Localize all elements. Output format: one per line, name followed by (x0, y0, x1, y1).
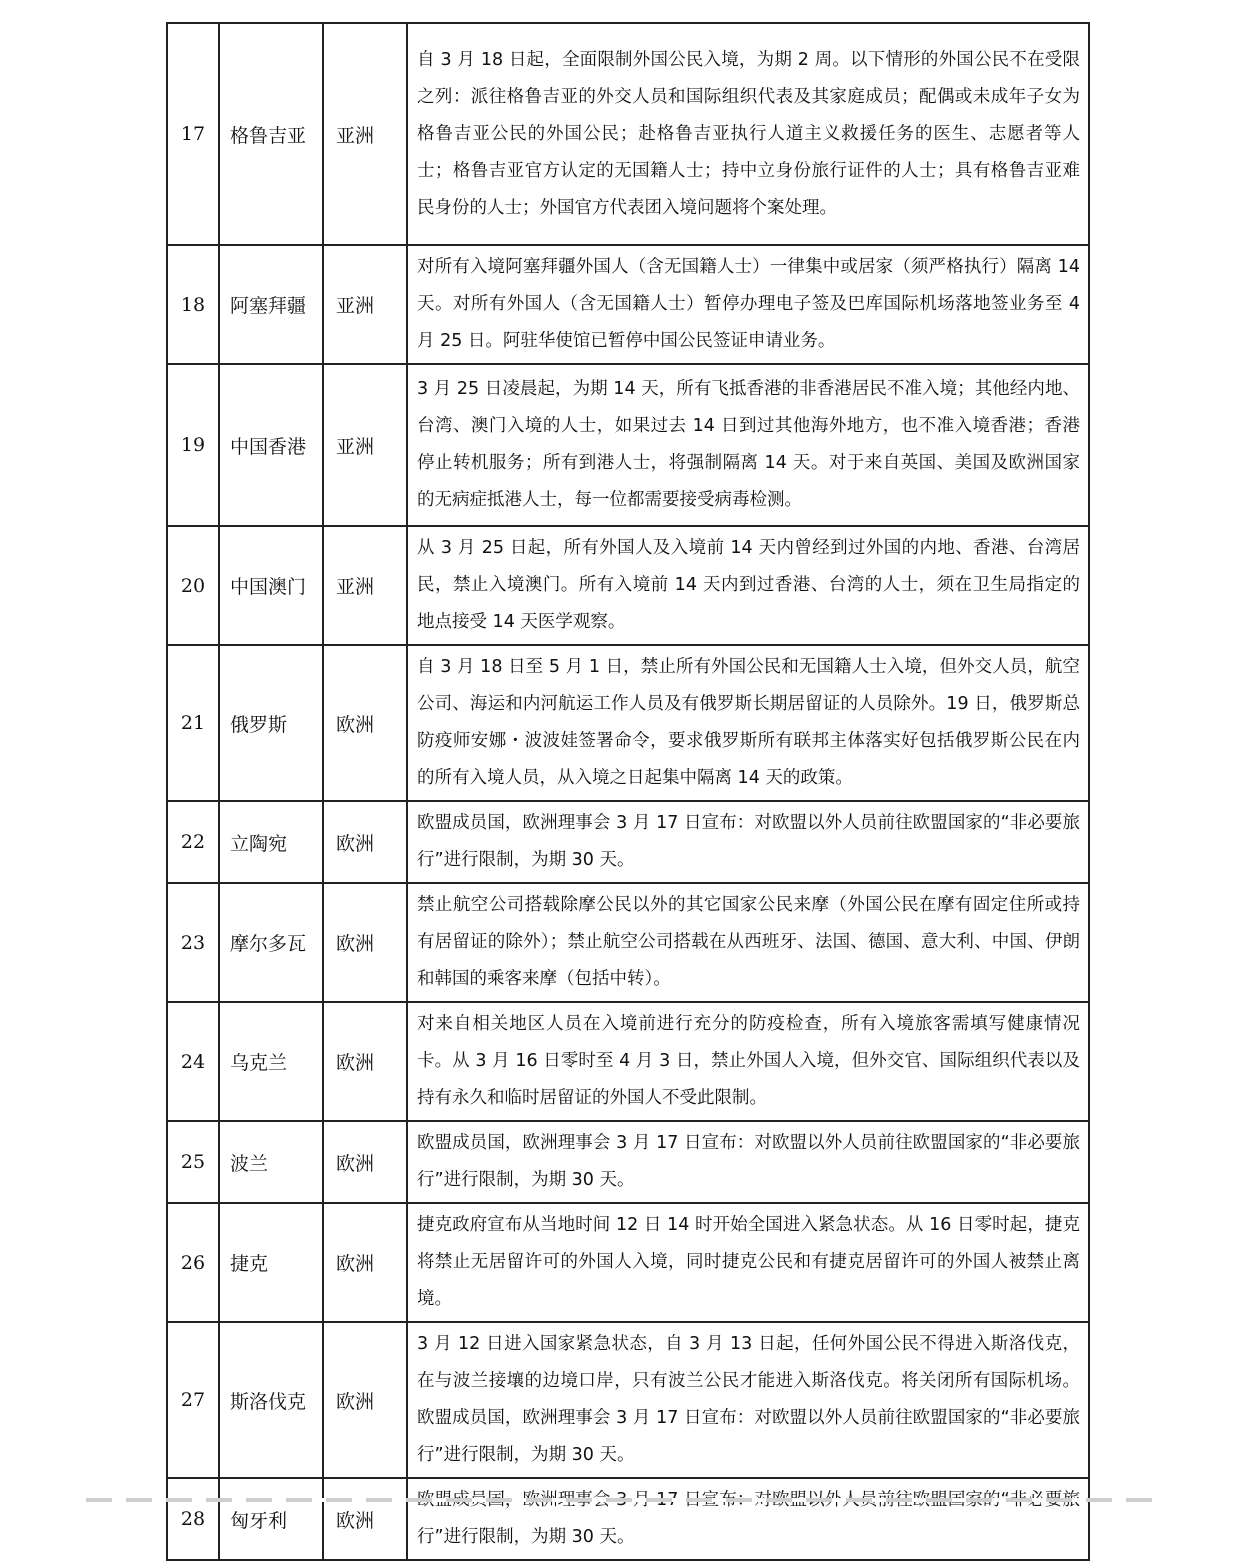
country-name: 波兰 (219, 1121, 323, 1203)
row-number: 27 (167, 1322, 219, 1478)
country-name: 摩尔多瓦 (219, 883, 323, 1002)
region-name: 亚洲 (323, 526, 407, 645)
region-name: 欧洲 (323, 1121, 407, 1203)
row-number: 18 (167, 245, 219, 364)
row-number: 21 (167, 645, 219, 801)
row-number: 26 (167, 1203, 219, 1322)
row-number: 24 (167, 1002, 219, 1121)
region-name: 亚洲 (323, 245, 407, 364)
region-name: 亚洲 (323, 364, 407, 526)
policy-description: 捷克政府宣布从当地时间 12 日 14 时开始全国进入紧急状态。从 16 日零时起，捷克将禁止无居留许可的外国人入境，同时捷克公民和有捷克居留许可的外国人被禁止离境。 (407, 1203, 1089, 1322)
table-row (167, 645, 1089, 801)
country-name: 中国香港 (219, 364, 323, 526)
table-row (167, 1322, 1089, 1478)
country-name: 乌克兰 (219, 1002, 323, 1121)
region-name: 欧洲 (323, 801, 407, 883)
policy-description: 行”进行限制，为期 30 天。 (407, 1478, 1089, 1560)
policy-description: 欧盟成员国，欧洲理事会 3 月 17 日宣布：对欧盟以外人员前往欧盟国家的“非必要旅行”进行限制，为期 30 天。 (407, 801, 1089, 883)
table-row (167, 526, 1089, 645)
table-row (167, 1478, 1089, 1560)
country-name: 斯洛伐克 (219, 1322, 323, 1478)
table-row (167, 23, 1089, 245)
row-number: 28 (167, 1478, 219, 1560)
policy-description: 自 3 月 18 日起，全面限制外国公民入境，为期 2 周。以下情形的外国公民不在受限之列：派往格鲁吉亚的外交人员和国际组织代表及其家庭成员；配偶或未成年子女为格鲁吉亚公民的外国公民；赴格鲁吉亚执行人道主义救援任务的医生、志愿者等人士；格鲁吉亚官方认定的无国籍人士；持中立身份旅行证件的人士；具有格鲁吉亚难民身份的人士；外国官方代表团入境问题将个案处理。 (407, 23, 1089, 245)
table-row (167, 883, 1089, 1002)
table-row (167, 801, 1089, 883)
policy-description: 3 月 25 日凌晨起，为期 14 天，所有飞抵香港的非香港居民不准入境；其他经内地、台湾、澳门入境的人士，如果过去 14 日到过其他海外地方，也不准入境香港；香港停止转机服务；所有到港人士，将强制隔离 14 天。对于来自英国、美国及欧洲国家的无病症抵港人士，每一位都需要接受病毒检测。 (407, 364, 1089, 526)
country-name: 捷克 (219, 1203, 323, 1322)
country-name: 阿塞拜疆 (219, 245, 323, 364)
row-number: 17 (167, 23, 219, 245)
table-row (167, 1121, 1089, 1203)
entry-restrictions-table (166, 22, 1090, 1561)
region-name: 欧洲 (323, 1322, 407, 1478)
country-name: 立陶宛 (219, 801, 323, 883)
policy-description: 3 月 12 日进入国家紧急状态，自 3 月 13 日起，任何外国公民不得进入斯洛伐克，在与波兰接壤的边境口岸，只有波兰公民才能进入斯洛伐克。将关闭所有国际机场。欧盟成员国，欧洲理事会 3 月 17 日宣布：对欧盟以外人员前往欧盟国家的“非必要旅行”进行限制，为期 30 天。 (407, 1322, 1089, 1478)
country-name: 匈牙利 (219, 1478, 323, 1560)
table-row (167, 1203, 1089, 1322)
table-row (167, 1002, 1089, 1121)
region-name: 欧洲 (323, 883, 407, 1002)
row-number: 22 (167, 801, 219, 883)
policy-description: 从 3 月 25 日起，所有外国人及入境前 14 天内曾经到过外国的内地、香港、台湾居民，禁止入境澳门。所有入境前 14 天内到过香港、台湾的人士，须在卫生局指定的地点接受 14 天医学观察。 (407, 526, 1089, 645)
policy-description: 对所有入境阿塞拜疆外国人（含无国籍人士）一律集中或居家（须严格执行）隔离 14 天。对所有外国人（含无国籍人士）暂停办理电子签及巴库国际机场落地签业务至 4 月 25 日。阿驻华使馆已暂停中国公民签证申请业务。 (407, 245, 1089, 364)
row-number: 23 (167, 883, 219, 1002)
policy-description: 对来自相关地区人员在入境前进行充分的防疫检查，所有入境旅客需填写健康情况卡。从 3 月 16 日零时至 4 月 3 日，禁止外国人入境，但外交官、国际组织代表以及持有永久和临时居留证的外国人不受此限制。 (407, 1002, 1089, 1121)
policy-description: 禁止航空公司搭载除摩公民以外的其它国家公民来摩（外国公民在摩有固定住所或持有居留证的除外）；禁止航空公司搭载在从西班牙、法国、德国、意大利、中国、伊朗和韩国的乘客来摩（包括中转）。 (407, 883, 1089, 1002)
region-name: 欧洲 (323, 1002, 407, 1121)
country-name: 格鲁吉亚 (219, 23, 323, 245)
policy-description: 欧盟成员国，欧洲理事会 3 月 17 日宣布：对欧盟以外人员前往欧盟国家的“非必要旅行”进行限制，为期 30 天。 (407, 1121, 1089, 1203)
table-row (167, 364, 1089, 526)
region-name: 亚洲 (323, 23, 407, 245)
row-number: 20 (167, 526, 219, 645)
region-name: 欧洲 (323, 1478, 407, 1560)
policy-description: 自 3 月 18 日至 5 月 1 日，禁止所有外国公民和无国籍人士入境，但外交人员，航空公司、海运和内河航运工作人员及有俄罗斯长期居留证的人员除外。19 日，俄罗斯总防疫师安娜・波波娃签署命令，要求俄罗斯所有联邦主体落实好包括俄罗斯公民在内的所有入境人员，从入境之日起集中隔离 14 天的政策。 (407, 645, 1089, 801)
page-bottom-edge (86, 1498, 1166, 1502)
table-row (167, 245, 1089, 364)
row-number: 19 (167, 364, 219, 526)
country-name: 中国澳门 (219, 526, 323, 645)
region-name: 欧洲 (323, 645, 407, 801)
row-number: 25 (167, 1121, 219, 1203)
country-name: 俄罗斯 (219, 645, 323, 801)
region-name: 欧洲 (323, 1203, 407, 1322)
